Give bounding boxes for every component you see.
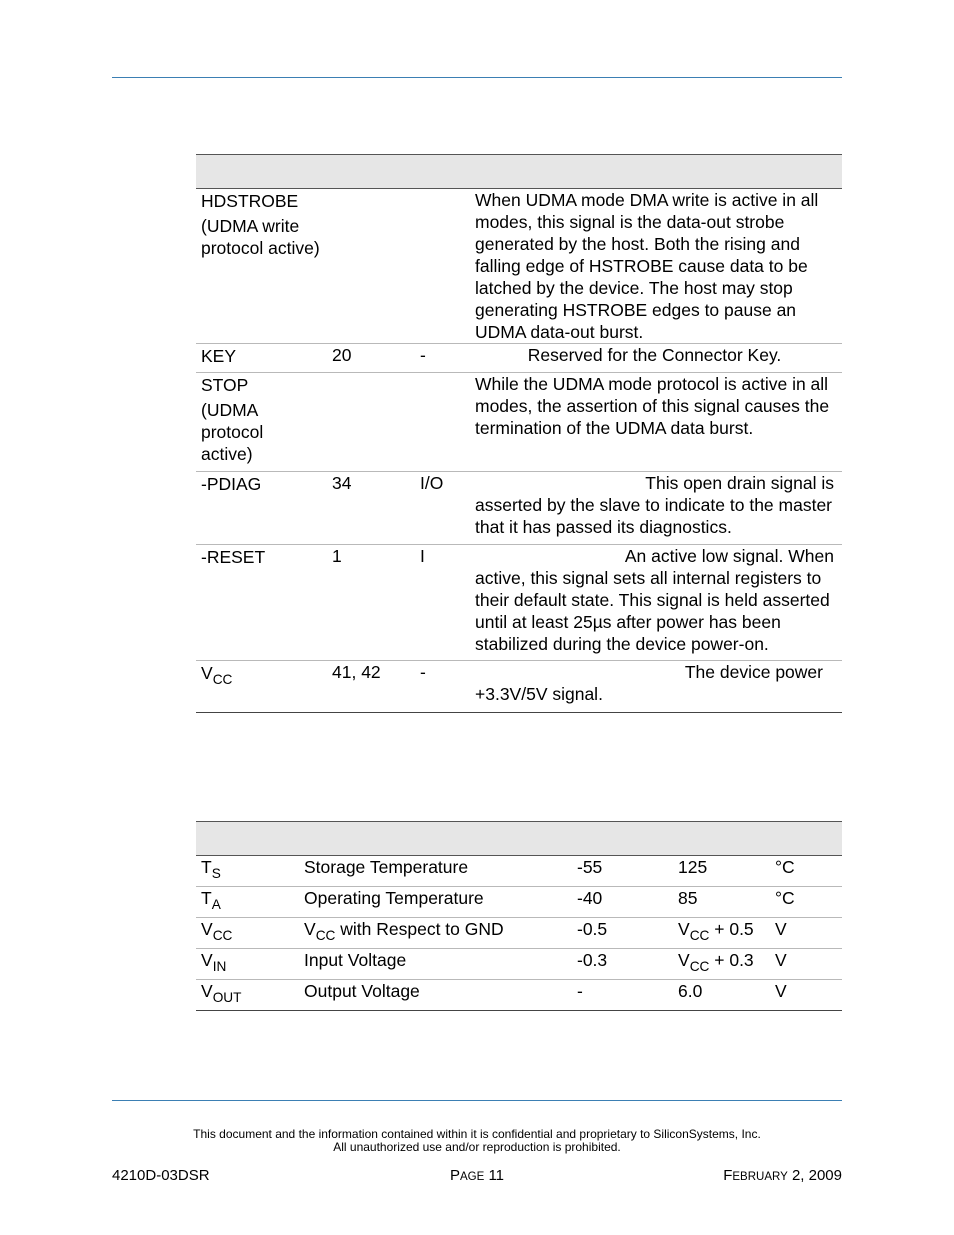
description-text: +3.3V/5V signal. — [475, 684, 603, 704]
min-cell: -55 — [572, 856, 673, 887]
signal-name: $V_{CC}$ — [201, 663, 233, 687]
unit-cell: °C — [770, 856, 842, 887]
absolute-maximum-ratings-table — [196, 821, 842, 1011]
pin-cell: 41, 42 — [327, 661, 415, 713]
pin-cell: 1 — [327, 545, 415, 661]
table-row — [196, 373, 842, 472]
parameter-cell: Operating Temperature — [299, 887, 572, 918]
pin-cell: 20 — [327, 344, 415, 373]
min-cell: - — [572, 980, 673, 1011]
min-cell: -0.3 — [572, 949, 673, 980]
symbol-cell: $V_{IN}$ — [196, 949, 299, 980]
description-cell — [470, 189, 842, 344]
description-text: Reserved for the Connector Key. — [527, 345, 782, 365]
direction-cell — [415, 373, 470, 472]
max-cell: $V_{CC} + 0.5$ — [673, 918, 770, 949]
direction-cell — [415, 189, 470, 344]
table-row — [196, 980, 842, 1011]
description-text: active, this signal sets all internal registers to their default state. This signal is held asserted until at least 25µs after power has been stabilized during the device power-on. — [475, 568, 830, 654]
parameter-cell: Storage Temperature — [299, 856, 572, 887]
description-cell — [470, 661, 842, 713]
document-number: 4210D-03DSR — [112, 1167, 210, 1184]
description-text-lead: The device power — [684, 662, 823, 682]
description-cell — [470, 344, 842, 373]
parameter-cell: Output Voltage — [299, 980, 572, 1011]
table-header-row — [196, 155, 842, 189]
page-number: PAGE 11 — [449, 1167, 505, 1184]
table-row — [196, 472, 842, 545]
header-rule — [112, 77, 842, 78]
max-cell: $V_{CC} + 0.3$ — [673, 949, 770, 980]
description-text: When UDMA mode DMA write is active in all modes, this signal is the data-out strobe generated by the host. Both the rising and falling edge of HSTROBE cause data to be latched by the device. The host may stop generating HSTROBE edges to pause an UDMA data-out burst. — [475, 190, 819, 342]
signal-name: -RESET — [201, 547, 266, 567]
table-row — [196, 545, 842, 661]
signal-name: KEY — [201, 346, 237, 366]
max-cell: 125 — [673, 856, 770, 887]
unit-cell: V — [770, 949, 842, 980]
table-row — [196, 949, 842, 980]
table-header-row — [196, 822, 842, 856]
signal-cell — [196, 472, 327, 545]
description-text: While the UDMA mode protocol is active in all modes, the assertion of this signal causes the termination of the UDMA data burst. — [475, 374, 830, 438]
symbol-cell: $T_A$ — [196, 887, 299, 918]
pin-cell — [327, 189, 415, 344]
table-header-cell — [196, 822, 842, 856]
parameter-cell: $V_{CC}$ with Respect to GND — [299, 918, 572, 949]
symbol-cell: $V_{CC}$ — [196, 918, 299, 949]
table-row — [196, 918, 842, 949]
table-row — [196, 344, 842, 373]
signal-cell — [196, 545, 327, 661]
max-cell: 85 — [673, 887, 770, 918]
unit-cell: °C — [770, 887, 842, 918]
description-text: asserted by the slave to indicate to the master that it has passed its diagnostics. — [475, 495, 832, 537]
direction-cell: - — [415, 661, 470, 713]
description-cell — [470, 373, 842, 472]
symbol-cell: $T_S$ — [196, 856, 299, 887]
max-cell: 6.0 — [673, 980, 770, 1011]
description-cell — [470, 472, 842, 545]
signal-note: (UDMA write protocol active) — [201, 216, 320, 258]
signal-description-table — [196, 154, 842, 713]
direction-cell: I/O — [415, 472, 470, 545]
table-row — [196, 189, 842, 344]
table-row — [196, 661, 842, 713]
document-date: FEBRUARY 2, 2009 — [723, 1167, 842, 1184]
signal-note: (UDMA protocol active) — [201, 400, 264, 464]
table-row — [196, 856, 842, 887]
confidentiality-notice: This document and the information contained within it is confidential and proprietary to SiliconSystems, Inc. — [193, 1127, 761, 1141]
signal-name: STOP — [201, 375, 249, 395]
signal-cell — [196, 189, 327, 344]
signal-cell — [196, 344, 327, 373]
description-cell — [470, 545, 842, 661]
pin-cell: 34 — [327, 472, 415, 545]
reproduction-notice: All unauthorized use and/or reproduction is prohibited. — [333, 1140, 621, 1154]
footer-rule — [112, 1100, 842, 1101]
signal-cell — [196, 661, 327, 713]
min-cell: -0.5 — [572, 918, 673, 949]
unit-cell: V — [770, 980, 842, 1011]
unit-cell: V — [770, 918, 842, 949]
symbol-cell: $V_{OUT}$ — [196, 980, 299, 1011]
signal-name: HDSTROBE — [201, 191, 299, 211]
signal-cell — [196, 373, 327, 472]
direction-cell: - — [415, 344, 470, 373]
table-header-cell — [196, 155, 842, 189]
pin-cell — [327, 373, 415, 472]
description-text-lead: An active low signal. When — [624, 546, 834, 566]
description-text-lead: This open drain signal is — [645, 473, 834, 493]
direction-cell: I — [415, 545, 470, 661]
table-row — [196, 887, 842, 918]
signal-name: -PDIAG — [201, 474, 262, 494]
min-cell: -40 — [572, 887, 673, 918]
parameter-cell: Input Voltage — [299, 949, 572, 980]
